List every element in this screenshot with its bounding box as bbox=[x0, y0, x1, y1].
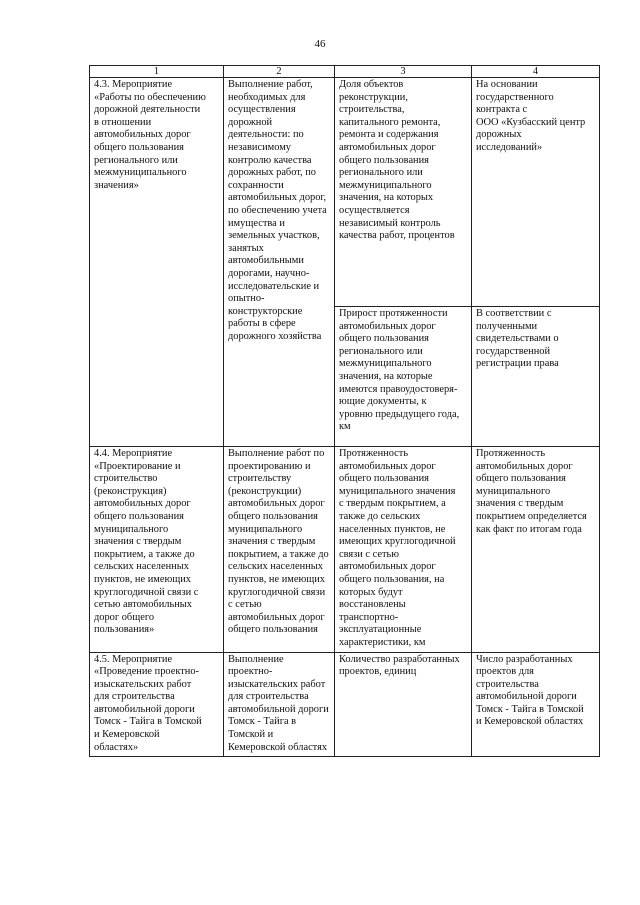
column-header: 4 bbox=[472, 66, 600, 78]
measures-table bbox=[89, 65, 600, 757]
indicator-cell: Доля объектов реконструкции, строительства, капитального ремонта, ремонта и содержания автомобильных дорог общего пользования регионального или межмуниципального значения, на которых осуществляется независимый контроль качества работ, процентов bbox=[335, 78, 472, 307]
column-header: 1 bbox=[90, 66, 224, 78]
column-header: 2 bbox=[224, 66, 335, 78]
table-header-row bbox=[90, 66, 600, 78]
event-cell: 4.3. Мероприятие «Работы по обеспечению дорожной деятельности в отношении автомобильных дорог общего пользования регионального или межмуниципального значения» bbox=[90, 78, 224, 447]
method-cell: В соответствии с полученными свидетельствами о государственной регистрации права bbox=[472, 307, 600, 447]
indicator-cell: Прирост протяженности автомобильных дорог общего пользования регионального или межмуниципального значения, на которые имеются правоудостоверя- ющие документы, к уровню предыдущего года, км bbox=[335, 307, 472, 447]
event-cell: 4.5. Мероприятие «Проведение проектно- изыскательских работ для строительства автомобильной дороги Томск - Тайга в Томской и Кемеровской областях» bbox=[90, 652, 224, 757]
method-cell: Число разработанных проектов для строительства автомобильной дороги Томск - Тайга в Томской и Кемеровской областях bbox=[472, 652, 600, 757]
indicator-cell: Количество разработанных проектов, единиц bbox=[335, 652, 472, 757]
result-cell: Выполнение работ по проектированию и строительству (реконструкции) автомобильных дорог общего пользования муниципального значения с твердым покрытием, а также до сельских населенных пунктов, не имеющих круглогодичной связи с сетью автомобильных дорог общего пользования bbox=[224, 447, 335, 653]
method-cell: На основании государственного контракта с ООО «Кузбасский центр дорожных исследований» bbox=[472, 78, 600, 307]
table-row bbox=[90, 78, 600, 307]
method-cell: Протяженность автомобильных дорог общего пользования муниципального значения с твердым покрытием определяется как факт по итогам года bbox=[472, 447, 600, 653]
result-cell: Выполнение проектно- изыскательских работ для строительства автомобильной дороги Томск - Тайга в Томской и Кемеровской областях bbox=[224, 652, 335, 757]
column-header: 3 bbox=[335, 66, 472, 78]
indicator-cell: Протяженность автомобильных дорог общего пользования муниципального значения с твердым покрытием, а также до сельских населенных пунктов, не имеющих круглогодичной связи с сетью автомобильных дорог общего пользования, на которых будут восстановлены транспортно- эксплуатационные характеристики, км bbox=[335, 447, 472, 653]
result-cell: Выполнение работ, необходимых для осуществления дорожной деятельности: по независимому контролю качества дорожных работ, по сохранности автомобильных дорог, по обеспечению учета имущества и земельных участков, занятых автомобильными дорогами, научно- исследовательские и опытно- конструкторские работы в сфере дорожного хозяйства bbox=[224, 78, 335, 447]
table-row bbox=[90, 652, 600, 757]
event-cell: 4.4. Мероприятие «Проектирование и строительство (реконструкция) автомобильных дорог общего пользования муниципального значения с твердым покрытием, а также до сельских населенных пунктов, не имеющих круглогодичной связи с сетью автомобильных дорог общего пользования» bbox=[90, 447, 224, 653]
page-number: 46 bbox=[314, 38, 326, 50]
table-row bbox=[90, 447, 600, 653]
